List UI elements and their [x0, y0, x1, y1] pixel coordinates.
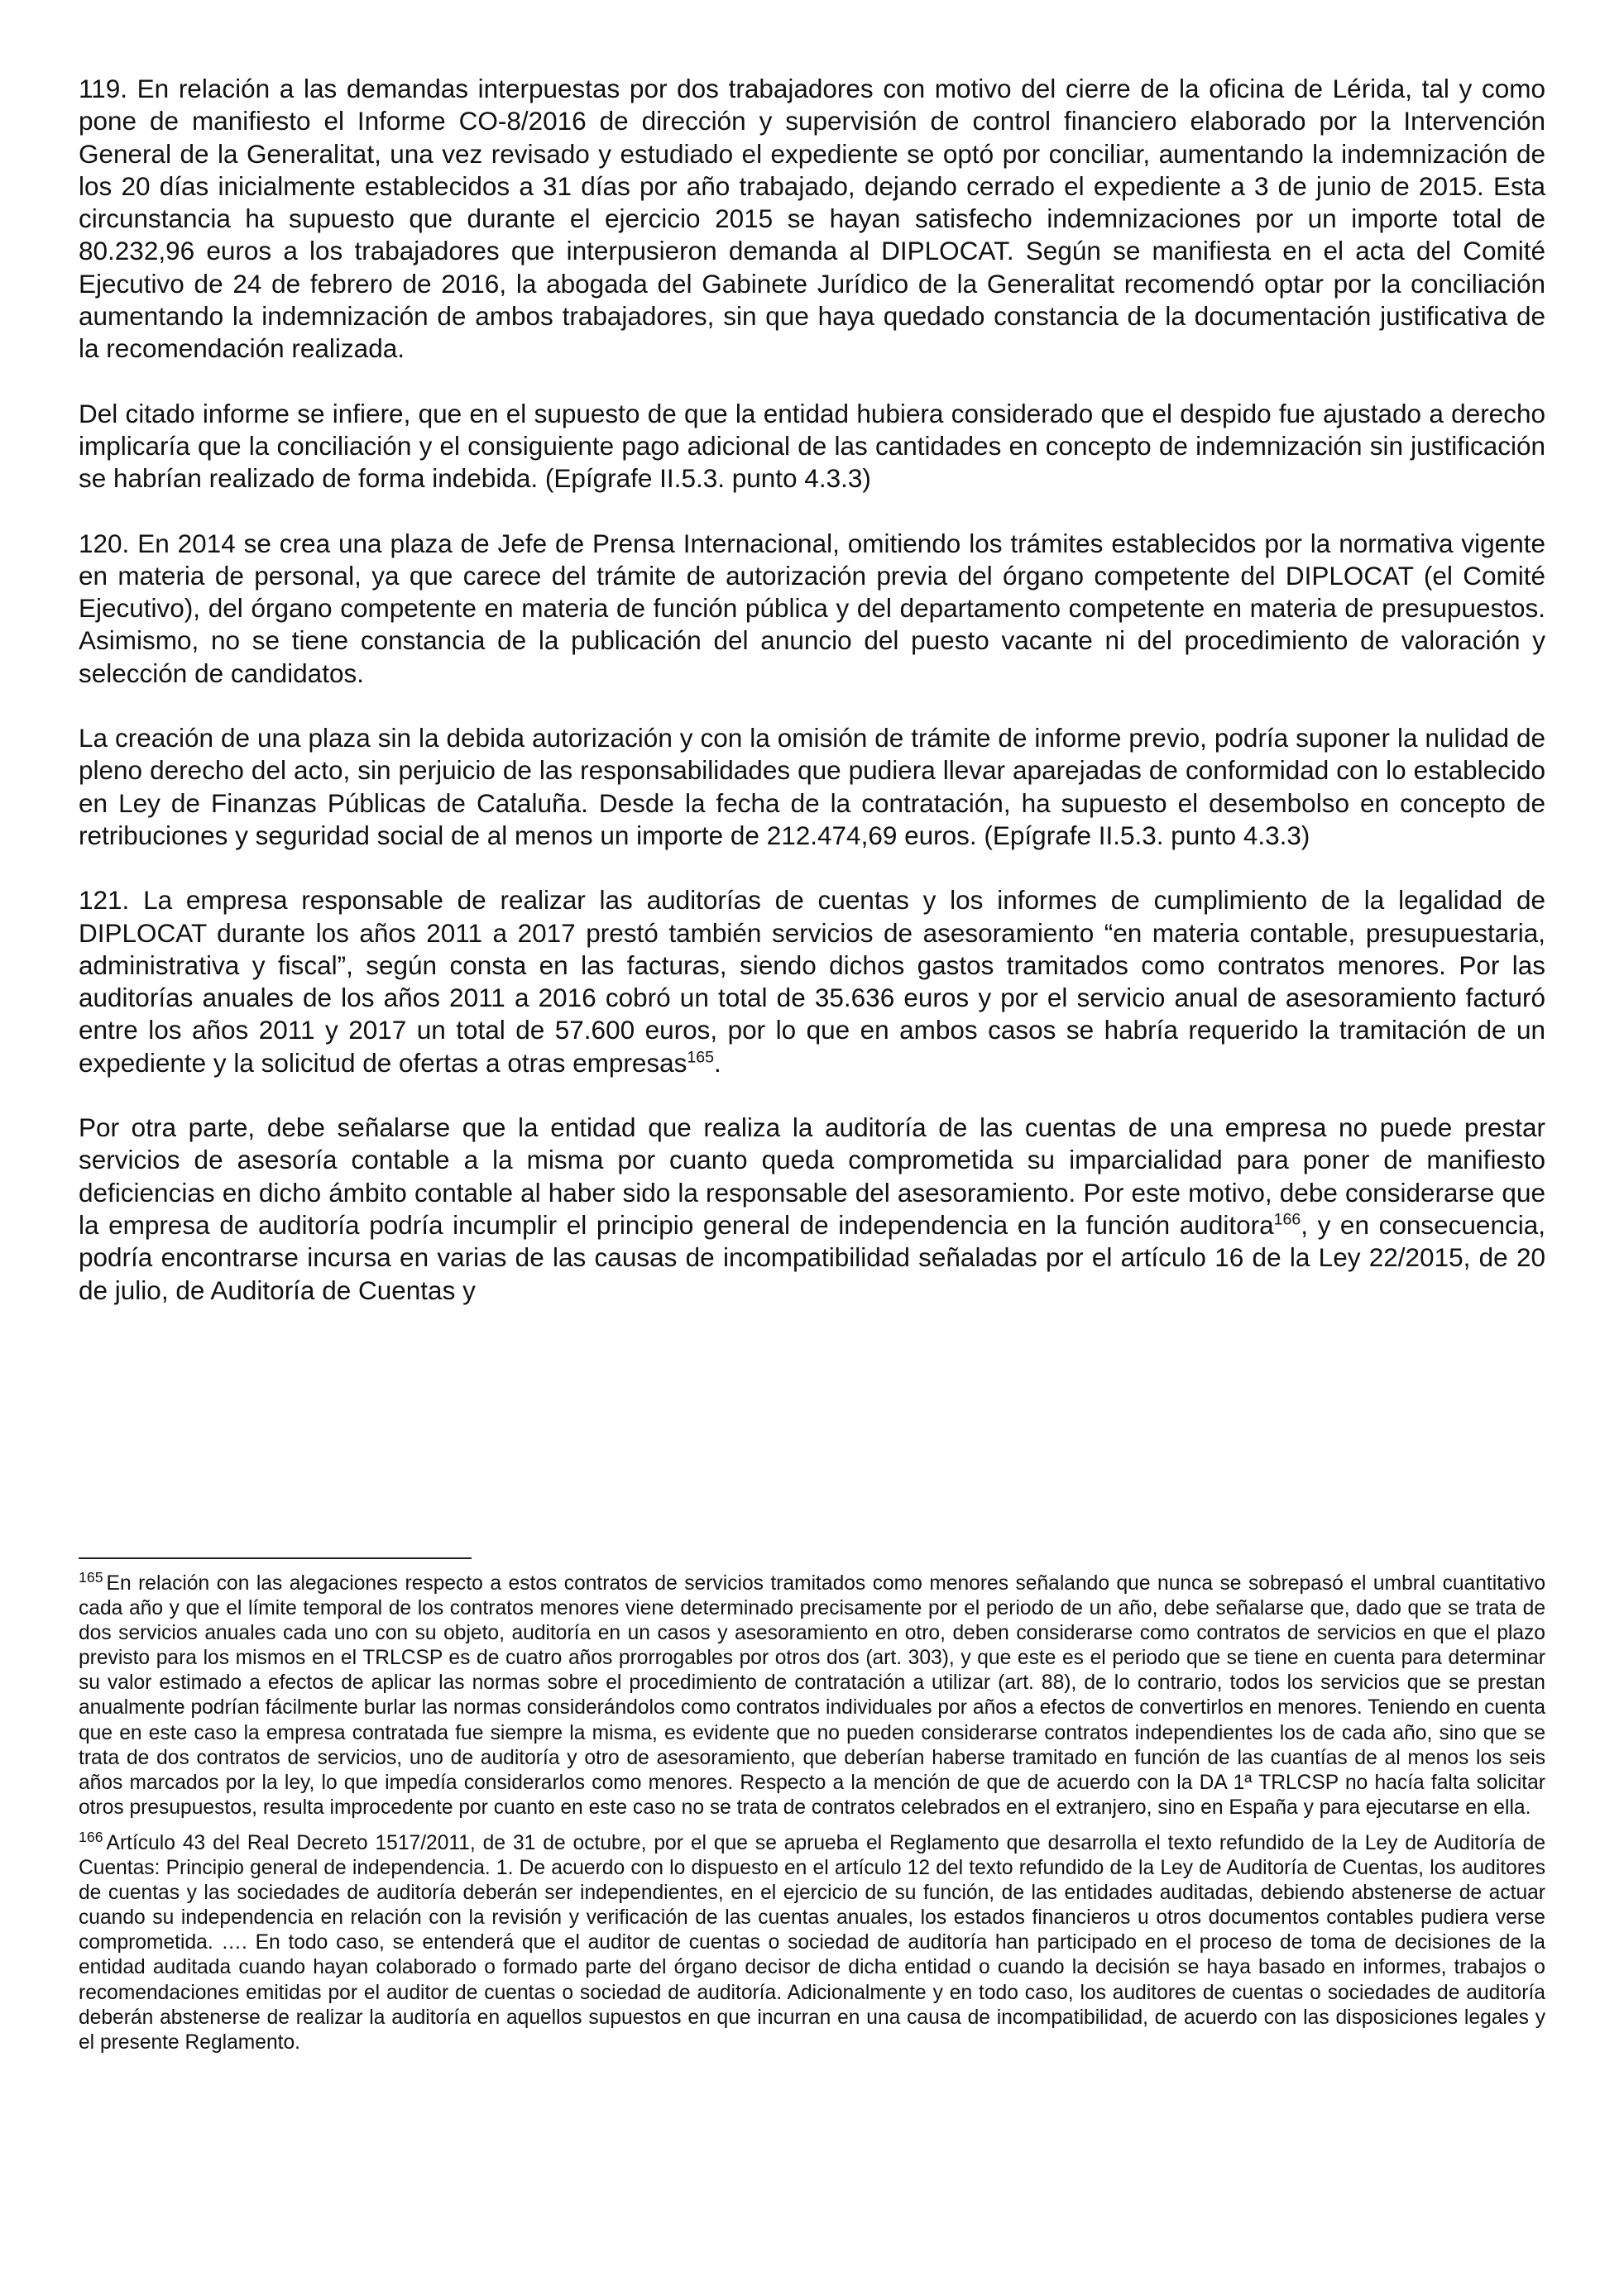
paragraph-auditor-text: Por otra parte, debe señalarse que la entidad que realiza la auditoría de las cuentas de una empresa no puede prestar servicios de asesoría contable a la misma por cuanto queda comprometida su imparcialidad para poner de manifiesto deficiencias en dicho ámbito contable al haber sido la responsable del asesoramiento. Por este motivo, debe considerarse que la empresa de auditoría podría incumplir el principio general de independencia en la función auditora: [79, 1112, 1545, 1240]
paragraph-auditor-tail: , y en consecuencia, podría encontrarse incursa en varias de las causas de incompatibilidad señaladas por el artículo 16 de la Ley 22/2015, de 20 de julio, de Auditoría de Cuentas y: [79, 1209, 1545, 1305]
footnote-text: En relación con las alegaciones respecto a estos contratos de servicios tramitados como menores señalando que nunca se sobrepasó el umbral cuantitativo cada año y que el límite temporal de los contratos menores viene determinado precisamente por el periodo de un año, debe señalarse que, dado que se trata de dos servicios anuales cada uno con su objeto, auditoría en un casos y asesoramiento en otro, deben considerarse como contratos de servicios en que el plazo previsto para los mismos en el TRLCSP es de cuatro años prorrogables por otros dos (art. 303), y que este es el periodo que se tiene en cuenta para determinar su valor estimado a efectos de aplicar las normas sobre el procedimiento de contratación a utilizar (art. 88), de lo contrario, todos los servicios que se prestan anualmente podrían fácilmente burlar las normas considerándolos como contratos individuales por años a efectos de convertirlos en menores. Teniendo en cuenta que en este caso la empresa contratada fue siempre la misma, es evidente que no pueden considerarse contratos independientes los de cada año, sino que se trata de dos contratos de servicios, uno de auditoría y otro de asesoramiento, que deberían haberse tramitado en función de las cuantías de al menos los seis años marcados por la ley, lo que impedía considerarlos como menores. Respecto a la mención de que de acuerdo con la DA 1ª TRLCSP no hacía falta solicitar otros presupuestos, resulta improcedente por cuanto en este caso no se trata de contratos celebrados en el extranjero, sino en España y para ejecutarse en ella.: [79, 1572, 1545, 1819]
paragraph-120: 120. En 2014 se crea una plaza de Jefe de Prensa Internacional, omitiendo los trámites establecidos por la normativa vigente en materia de personal, ya que carece del trámite de autorización previa del órgano competente del DIPLOCAT (el Comité Ejecutivo), del órgano competente en materia de función pública y del departamento competente en materia de presupuestos. Asimismo, no se tiene constancia de la publicación del anuncio del puesto vacante ni del procedimiento de valoración y selección de candidatos.: [79, 528, 1545, 688]
footnote-166: [79, 1828, 1545, 2055]
paragraph-119: 119. En relación a las demandas interpuestas por dos trabajadores con motivo del cierre de la oficina de Lérida, tal y como pone de manifiesto el Informe CO-8/2016 de dirección y supervisión de control financiero elaborado por la Intervención General de la Generalitat, una vez revisado y estudiado el expediente se optó por conciliar, aumentando la indemnización de los 20 días inicialmente establecidos a 31 días por año trabajado, dejando cerrado el expediente a 3 de junio de 2015. Esta circunstancia ha supuesto que durante el ejercicio 2015 se hayan satisfecho indemnizaciones por un importe total de 80.232,96 euros a los trabajadores que interpusieron demanda al DIPLOCAT. Según se manifiesta en el acta del Comité Ejecutivo de 24 de febrero de 2016, la abogada del Gabinete Jurídico de la Generalitat recomendó optar por la conciliación aumentando la indemnización de ambos trabajadores, sin que haya quedado constancia de la documentación justificativa de la recomendación realizada.: [79, 74, 1545, 364]
footnote-number: 165: [79, 1568, 103, 1586]
paragraph-119-inference: Del citado informe se infiere, que en el supuesto de que la entidad hubiera considerado que el despido fue ajustado a derecho implicaría que la conciliación y el consiguiente pago adicional de las cantidades en concepto de indemnización sin justificación se habrían realizado de forma indebida. (Epígrafe II.5.3. punto 4.3.3): [79, 398, 1545, 494]
paragraph-121-tail: .: [713, 1047, 721, 1078]
footnote-number: 166: [79, 1828, 103, 1845]
paragraph-121: [79, 884, 1545, 1079]
footnote-separator: [79, 1557, 472, 1559]
document-body: [79, 73, 1545, 1339]
paragraph-120-consequence: La creación de una plaza sin la debida autorización y con la omisión de trámite de informe previo, podría suponer la nulidad de pleno derecho del acto, sin perjuicio de las responsabilidades que pudiera llevar aparejadas de conformidad con lo establecido en Ley de Finanzas Públicas de Cataluña. Desde la fecha de la contratación, ha supuesto el desembolso en concepto de retribuciones y seguridad social de al menos un importe de 212.474,69 euros. (Epígrafe II.5.3. punto 4.3.3): [79, 723, 1545, 850]
footnotes: [79, 1568, 1545, 2066]
paragraph-auditor-independence: [79, 1112, 1545, 1307]
footnote-text: Artículo 43 del Real Decreto 1517/2011, de 31 de octubre, por el que se aprueba el Reglamento que desarrolla el texto refundido de la Ley de Auditoría de Cuentas: Principio general de independencia. 1. De acuerdo con lo dispuesto en el artículo 12 del texto refundido de la Ley de Auditoría de Cuentas, los auditores de cuentas y las sociedades de auditoría deberán ser independientes, en el ejercicio de su función, de las entidades auditadas, debiendo abstenerse de actuar cuando su independencia en relación con la revisión y verificación de las cuentas anuales, los estados financieros u otros documentos contables pudiera verse comprometida. …. En todo caso, se entenderá que el auditor de cuentas o sociedad de auditoría han participado en el proceso de toma de decisiones de la entidad auditada cuando hayan colaborado o formado parte del órgano decisor de dicha entidad o cuando la decisión se haya basado en informes, trabajos o recomendaciones emitidas por el auditor de cuentas o sociedad de auditoría. Adicionalmente y en todo caso, los auditores de cuentas o sociedades de auditoría deberán abstenerse de realizar la auditoría en aquellos supuestos en que incurran en una causa de incompatibilidad, de acuerdo con las disposiciones legales y el presente Reglamento.: [79, 1831, 1545, 2054]
footnote-ref-166: 166: [1273, 1210, 1301, 1229]
paragraph-121-text: 121. La empresa responsable de realizar las auditorías de cuentas y los informes de cumplimiento de la legalidad de DIPLOCAT durante los años 2011 a 2017 prestó también servicios de asesoramiento “en materia contable, presupuestaria, administrativa y fiscal”, según consta en las facturas, siendo dichos gastos tramitados como contratos menores. Por las auditorías anuales de los años 2011 a 2016 cobró un total de 35.636 euros y por el servicio anual de asesoramiento facturó entre los años 2011 y 2017 un total de 57.600 euros, por lo que en ambos casos se habría requerido la tramitación de un expediente y la solicitud de ofertas a otras empresas: [79, 885, 1545, 1078]
footnote-165: [79, 1568, 1545, 1820]
footnote-ref-165: 165: [687, 1048, 714, 1067]
